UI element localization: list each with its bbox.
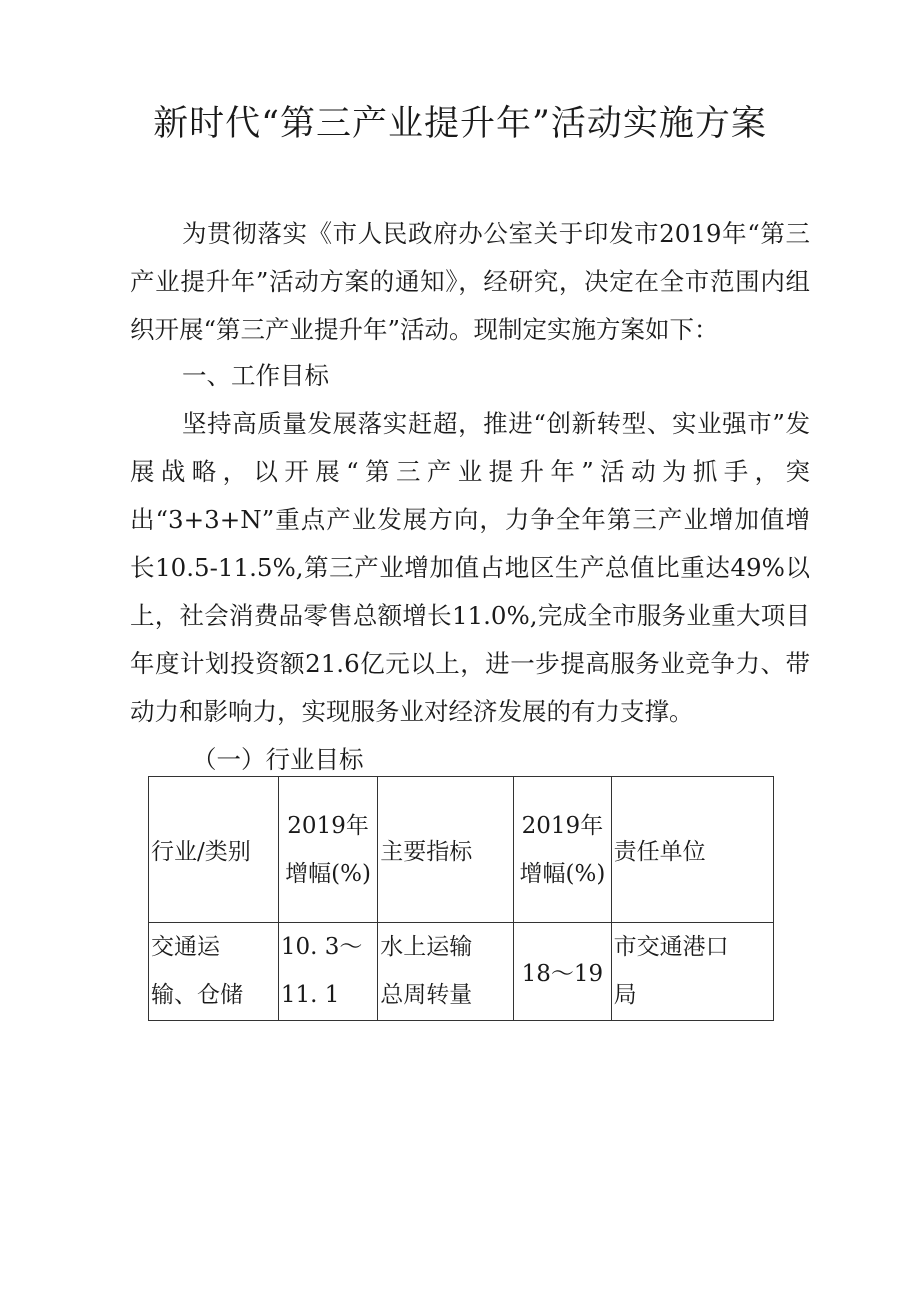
cell-growth-1 xyxy=(278,923,377,1021)
cell-category xyxy=(149,923,279,1021)
header-growth-1-label: 增幅(%) xyxy=(285,860,371,887)
cell-growth-2 xyxy=(514,923,611,1021)
cell-indicator xyxy=(378,923,514,1021)
section-heading-work-goals: 一、工作目标 xyxy=(182,361,329,390)
header-growth-1 xyxy=(278,777,377,923)
header-indicator-text: 主要指标 xyxy=(380,839,473,865)
industry-goals-table xyxy=(148,776,774,1021)
cell-growth-1-line2: 11. 1 xyxy=(280,982,340,1008)
table-row xyxy=(149,923,774,1021)
cell-growth-2-value: 18～19 xyxy=(521,961,604,987)
cell-indicator-line2: 总周转量 xyxy=(380,982,473,1008)
work-goals-paragraph: 坚持高质量发展落实赶超，推进“创新转型、实业强市”发展战略，以开展“第三产业提升年”活动为抓手，突出“3+3+N”重点产业发展方向，力争全年第三产业增加值增长10.5-11.5%,第三产业增加值占地区生产总值比重达49%以上，社会消费品零售总额增长11.0%,完成全市服务业重大项目年度计划投资额21.6亿元以上，进一步提高服务业竞争力、带动力和影响力，实现服务业对经济发展的有力支撑。 xyxy=(130,409,810,726)
header-indicator xyxy=(378,777,514,923)
cell-responsible xyxy=(611,923,773,1021)
header-category xyxy=(149,777,279,923)
table-header-row xyxy=(149,777,774,923)
cell-responsible-line1: 市交通港口 xyxy=(613,934,729,960)
cell-indicator-line1: 水上运输 xyxy=(380,934,473,960)
header-growth-2-year: 2019年 xyxy=(521,812,604,839)
header-growth-2-label: 增幅(%) xyxy=(519,860,606,887)
intro-paragraph: 为贯彻落实《市人民政府办公室关于印发市2019年“第三产业提升年”活动方案的通知》，经研究，决定在全市范围内组织开展“第三产业提升年”活动。现制定实施方案如下： xyxy=(130,219,810,344)
cell-category-line2: 输、仓储 xyxy=(151,982,243,1008)
cell-growth-1-line1: 10. 3～ xyxy=(280,934,363,960)
document-title: 新时代“第三产业提升年”活动实施方案 xyxy=(153,104,767,144)
header-category-text: 行业/类别 xyxy=(151,839,251,865)
header-responsible-text: 责任单位 xyxy=(613,839,706,865)
header-growth-1-year: 2019年 xyxy=(287,812,369,839)
subsection-heading-industry-goals: （一）行业目标 xyxy=(192,745,364,774)
header-growth-2 xyxy=(514,777,611,923)
cell-responsible-line2: 局 xyxy=(613,982,637,1008)
cell-category-line1: 交通运 xyxy=(151,934,220,960)
header-responsible xyxy=(611,777,773,923)
